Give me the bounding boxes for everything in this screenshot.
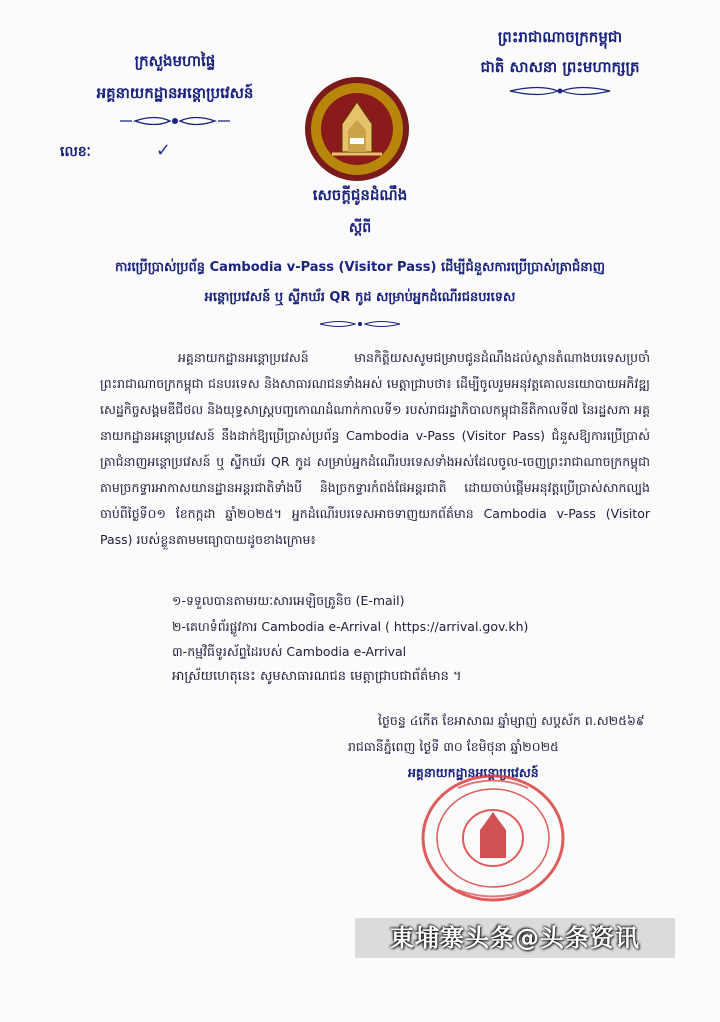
- regarding-label: ស្តីពី: [348, 220, 372, 236]
- reference-number: [60, 140, 171, 163]
- ornament-divider-icon: [500, 84, 620, 98]
- kingdom-name: ព្រះរាជាណាចក្រកម្ពុជា: [497, 28, 623, 46]
- body-paragraph: [100, 345, 650, 553]
- solar-date: រាជធានីភ្នំពេញ ថ្ងៃទី ៣០ ខែមិថុនា ឆ្នាំ២០២៥: [348, 739, 559, 754]
- ornament-divider-icon: [315, 319, 405, 329]
- list-item: ៣-កម្មវិធីទូរស័ព្ទដៃរបស់ Cambodia e-Arrival: [172, 644, 407, 659]
- subject-line-1: ការប្រើប្រាស់ប្រព័ន្ធ Cambodia v-Pass (Visitor Pass) ដើម្បីជំនួសការប្រើប្រាស់ត្រាជំនាញ: [115, 260, 605, 275]
- handwritten-check-mark: ✓: [155, 140, 171, 161]
- closing-statement: អាស្រ័យហេតុនេះ សូមសាធារណជន មេត្តាជ្រាបជាព័ត៌មាន ។: [172, 669, 462, 684]
- official-seal-stamp-icon: [418, 768, 568, 908]
- signer-title: អគ្គនាយកដ្ឋានអន្តោប្រវេសន៍: [408, 765, 539, 780]
- list-item: ១-ទទួលបានតាមរយៈសារអេឡិចត្រូនិច (E-mail): [172, 593, 405, 608]
- source-watermark: 東埔寨头条@头条资讯: [355, 918, 675, 958]
- list-item: ២-គេហទំព័រផ្លូវការ Cambodia e-Arrival ( https://arrival.gov.kh): [172, 618, 529, 634]
- department-name: អគ្គនាយកដ្ឋានអន្តោប្រវេសន៍: [96, 84, 254, 102]
- header-right: [430, 28, 690, 102]
- lunar-date: ថ្ងៃចន្ទ ៤កើត ខែអាសាឍ ឆ្នាំម្សាញ់ សប្តស័ក ព.ស២៥៦៩: [378, 713, 645, 728]
- document-title: សេចក្តីជូនដំណឹង: [312, 186, 408, 204]
- national-motto: ជាតិ សាសនា ព្រះមហាក្សត្រ: [480, 58, 640, 76]
- header-left: [60, 52, 290, 134]
- reference-label: លេខៈ: [60, 144, 91, 160]
- ornament-divider-icon: [60, 112, 290, 130]
- title-block: [40, 186, 680, 333]
- subject-line-2: អន្តោប្រវេសន៍ ឬ ស្ទីកឃ័រ QR កូដ សម្រាប់អ្នកដំណើរជនបរទេស: [204, 290, 516, 305]
- department-emblem-icon: [302, 74, 412, 184]
- retrieval-methods-list: [172, 588, 528, 665]
- ministry-name: ក្រសួងមហាផ្ទៃ: [134, 52, 216, 70]
- body-text: អគ្គនាយកដ្ឋានអន្តោប្រវេសន៍ មានកិត្តិយសសូមជម្រាបជូនដំណឹងដល់ស្ថានតំណាងបរទេសប្រចាំព្រះរាជាណាចក្រកម្ពុជា ជនបរទេស និងសាធារណជនទាំងអស់ មេត្តាជ្រាបថា៖ ដើម្បីចូលរួមអនុវត្តគោលនយោបាយអភិវឌ្ឍសេដ្ឋកិច្ចសង្គមឌីជីថល និងយុទ្ធសាស្ត្របញ្ចកោណដំណាក់កាលទី១ របស់រាជរដ្ឋាភិបាលកម្ពុជានីតិកាលទី៧ នៃរដ្ឋសភា អគ្គនាយកដ្ឋានអន្តោប្រវេសន៍ នឹងដាក់ឱ្យប្រើប្រាស់ប្រព័ន្ធ Cambodia v-Pass (Visitor Pass) ជំនួសឱ្យការប្រើប្រាស់ត្រាជំនាញអន្តោប្រវេសន៍ ឬ ស្ទីកឃ័រ QR កូដ សម្រាប់អ្នកដំណើរបរទេសទាំងអស់ដែលចូល-ចេញព្រះរាជាណាចក្រកម្ពុជា តាមច្រកទ្វារអាកាសយានដ្ឋានអន្តរជាតិទាំងបី និងច្រកទ្វារកំពង់ផែអន្តរជាតិ ដោយចាប់ផ្តើមអនុវត្តប្រើប្រាស់សាកល្បងចាប់ពីថ្ងៃទី០១ ខែកក្កដា ឆ្នាំ២០២៥។ អ្នកដំណើរបរទេសអាចទាញយកព័ត៌មាន Cambodia v-Pass (Visitor Pass) របស់ខ្លួនតាមមធ្យោបាយដូចខាងក្រោម៖: [100, 350, 650, 547]
- subject-heading: [40, 253, 680, 313]
